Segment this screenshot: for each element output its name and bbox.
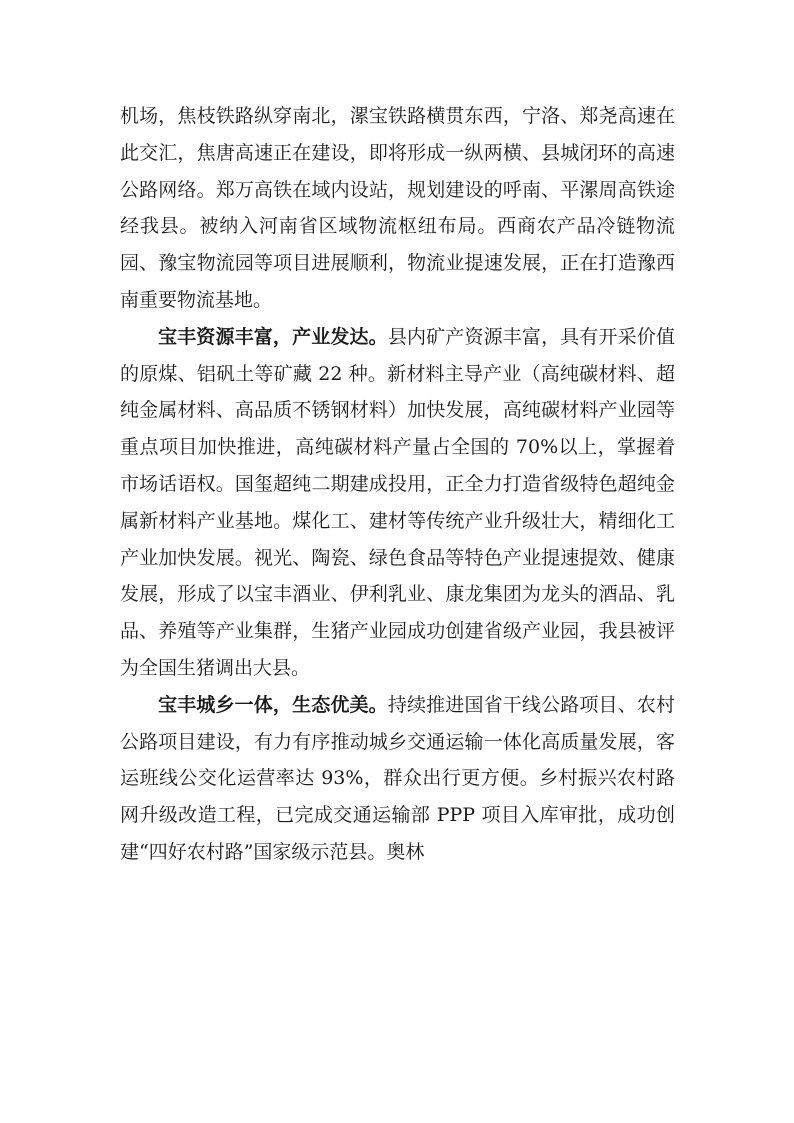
paragraph-resources-industry xyxy=(120,319,675,687)
paragraph-urban-rural-ecology xyxy=(120,687,675,871)
paragraph-lead: 宝丰资源丰富，产业发达。 xyxy=(158,325,388,348)
paragraph-text: 县内矿产资源丰富，具有开采价值的原煤、铝矾土等矿藏 22 种。新材料主导产业（高纯碳材料、超纯金属材料、高品质不锈钢材料）加快发展，高纯碳材料产业园等重点项目加快推进，高纯碳材料产量占全国的 70%以上，掌握着市场话语权。国玺超纯二期建成投用，正全力打造省级特色超纯金属新材料产业基地。煤化工、建材等传统产业升级壮大，精细化工产业加快发展。视光、陶瓷、绿色食品等特色产业提速提效、健康发展，形成了以宝丰酒业、伊利乳业、康龙集团为龙头的酒品、乳品、养殖等产业集群，生猪产业园成功创建省级产业园，我县被评为全国生猪调出大县。 xyxy=(120,325,675,679)
document-body xyxy=(120,98,675,871)
paragraph-text: 机场，焦枝铁路纵穿南北，漯宝铁路横贯东西，宁洛、郑尧高速在此交汇，焦唐高速正在建设，即将形成一纵两横、县城闭环的高速公路网络。郑万高铁在域内设站，规划建设的呼南、平漯周高铁途经我县。被纳入河南省区域物流枢纽布局。西商农产品冷链物流园、豫宝物流园等项目进展顺利，物流业提速发展，正在打造豫西南重要物流基地。 xyxy=(120,105,675,311)
paragraph-text: 持续推进国省干线公路项目、农村公路项目建设，有力有序推动城乡交通运输一体化高质量发展，客运班线公交化运营率达 93%，群众出行更方便。乡村振兴农村路网升级改造工程，已完成交通运输部 PPP 项目入库审批，成功创建“四好农村路”国家级示范县。奥林 xyxy=(120,693,675,863)
paragraph-lead: 宝丰城乡一体，生态优美。 xyxy=(158,693,388,716)
paragraph-transport xyxy=(120,98,675,319)
